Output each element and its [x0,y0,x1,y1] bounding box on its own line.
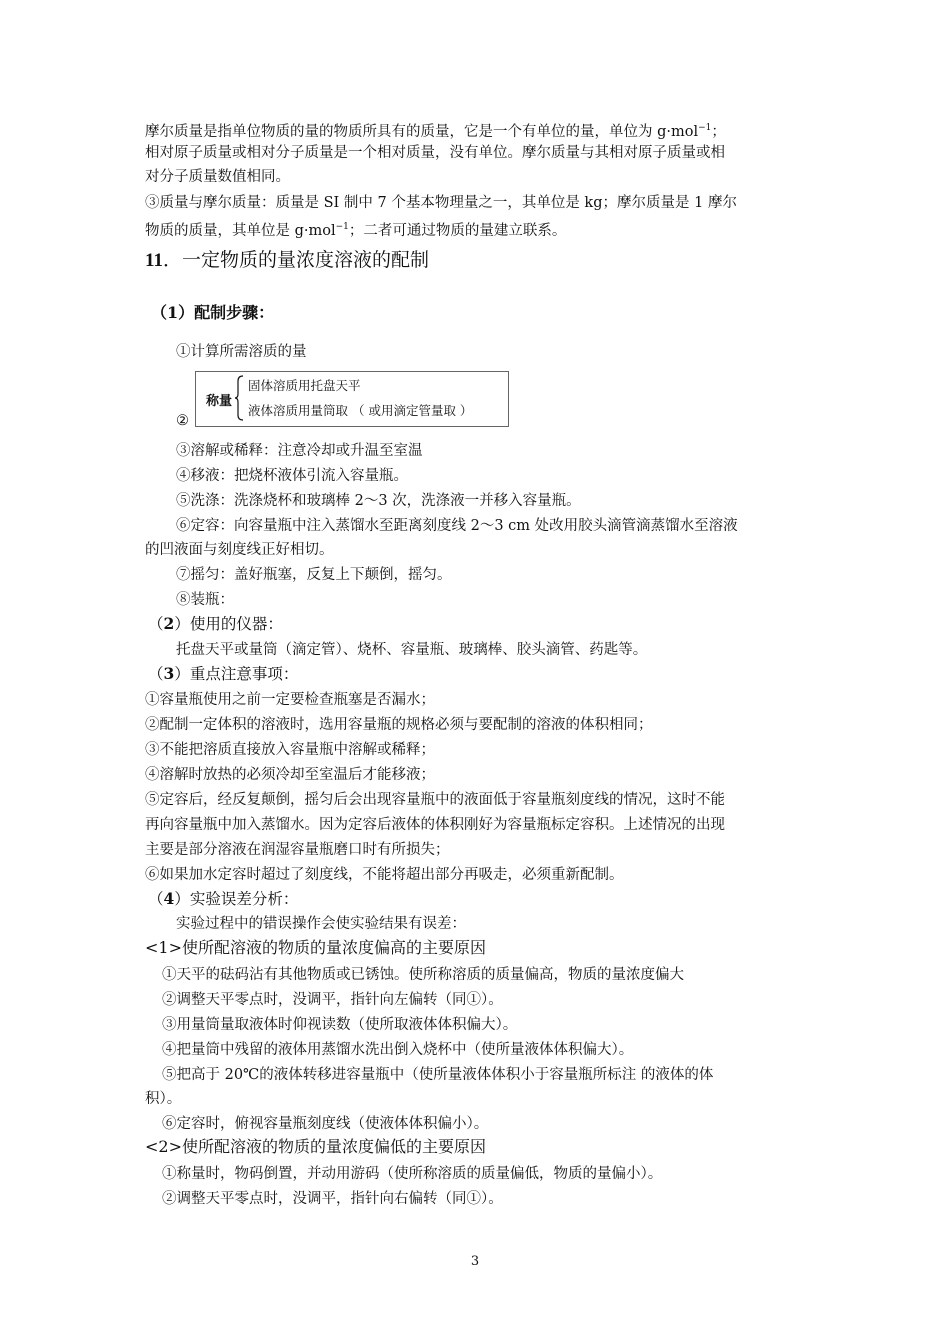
note-4: ④溶解时放热的必须冷却至室温后才能移液； [145,767,435,783]
high-causes-title: <1>使所配溶液的物质的量浓度偏高的主要原因 [145,938,486,957]
s1-heading: （1）配制步骤： [151,303,275,322]
high-item-6: ⑥定容时，俯视容量瓶刻度线（使液体体积偏小）。 [162,1116,489,1132]
weighing-solid: 固体溶质用托盘天平 [248,378,361,393]
intro-line-3: 对分子质量数值相同。 [145,169,290,185]
note-6: ⑥如果加水定容时超过了刻度线，不能将超出部分再吸走，必须重新配制。 [145,867,624,883]
page-number: 3 [470,1254,480,1269]
note-2: ②配制一定体积的溶液时，选用容量瓶的规格必须与要配制的溶液的体积相同； [145,717,653,733]
note-5-line-2: 再向容量瓶中加入蒸馏水。因为定容后液体的体积刚好为容量瓶标定容积。上述情况的出现 [145,817,725,833]
note-1: ①容量瓶使用之前一定要检查瓶塞是否漏水； [145,692,435,708]
low-item-2: ②调整天平零点时，没调平，指针向右偏转（同①）。 [162,1191,503,1207]
step-7: ⑦摇匀：盖好瓶塞，反复上下颠倒，摇匀。 [176,567,452,583]
step-4: ④移液：把烧杯液体引流入容量瓶。 [176,468,408,484]
weighing-label: 称量 [206,394,233,409]
high-item-2: ②调整天平零点时，没调平，指针向左偏转（同①）。 [162,992,503,1008]
step-3: ③溶解或稀释：注意冷却或升温至室温 [176,443,423,459]
brace-icon [234,375,244,421]
s2-heading: （2）使用的仪器： [148,614,283,633]
note-5-line-1: ⑤定容后，经反复颠倒，摇匀后会出现容量瓶中的液面低于容量瓶刻度线的情况，这时不能 [145,792,725,808]
intro-line-2: 相对原子质量或相对分子质量是一个相对质量，没有单位。摩尔质量与其相对原子质量或相 [145,145,725,161]
low-causes-title: <2>使所配溶液的物质的量浓度偏低的主要原因 [145,1137,486,1156]
high-item-5-line-1: ⑤把高于 20℃的液体转移进容量瓶中（使所量液体体积小于容量瓶所标注 的液体的体 [162,1067,714,1083]
s4-heading: （4）实验误差分析： [148,889,299,908]
high-item-5-line-2: 积）。 [145,1091,182,1107]
s4-intro: 实验过程中的错误操作会使实验结果有误差： [176,916,466,932]
step-6-line-1: ⑥定容：向容量瓶中注入蒸馏水至距离刻度线 2～3 cm 处改用胶头滴管滴蒸馏水至溶液 [176,518,738,534]
weighing-figure [195,371,509,427]
step-1: ①计算所需溶质的量 [176,344,307,360]
step-8: ⑧装瓶： [176,592,234,608]
high-item-3: ③用量筒量取液体时仰视读数（使所取液体体积偏大）。 [162,1017,518,1033]
intro-line-1: 摩尔质量是指单位物质的量的物质所具有的质量，它是一个有单位的量，单位为 g·mol$^{-1}$； [145,123,726,140]
weighing-liquid: 液体溶质用量筒取 （ 或用滴定管量取 ） [248,403,473,418]
high-item-1: ①天平的砝码沾有其他物质或已锈蚀。使所称溶质的质量偏高，物质的量浓度偏大 [162,967,684,983]
section-11-heading: 11．一定物质的量浓度溶液的配制 [145,249,429,271]
s2-instruments: 托盘天平或量筒（滴定管）、烧杯、容量瓶、玻璃棒、胶头滴管、药匙等。 [176,642,648,658]
low-item-1: ①称量时，物码倒置，并动用游码（使所称溶质的质量偏低，物质的量偏小）。 [162,1166,663,1182]
step-5: ⑤洗涤：洗涤烧杯和玻璃棒 2～3 次，洗涤液一并移入容量瓶。 [176,493,581,509]
step-6-line-2: 的凹液面与刻度线正好相切。 [145,542,334,558]
intro-line-4: ③质量与摩尔质量：质量是 SI 制中 7 个基本物理量之一，其单位是 kg；摩尔质量是 1 摩尔 [145,195,737,211]
note-5-line-3: 主要是部分溶液在润湿容量瓶磨口时有所损失； [145,842,450,858]
s3-heading: （3）重点注意事项： [148,664,299,683]
intro-line-5: 物质的质量，其单位是 g·mol$^{-1}$；二者可通过物质的量建立联系。 [145,222,567,239]
high-item-4: ④把量筒中残留的液体用蒸馏水洗出倒入烧杯中（使所量液体体积偏大）。 [162,1042,634,1058]
note-3: ③不能把溶质直接放入容量瓶中溶解或稀释； [145,742,435,758]
step-2: ② [176,413,189,429]
